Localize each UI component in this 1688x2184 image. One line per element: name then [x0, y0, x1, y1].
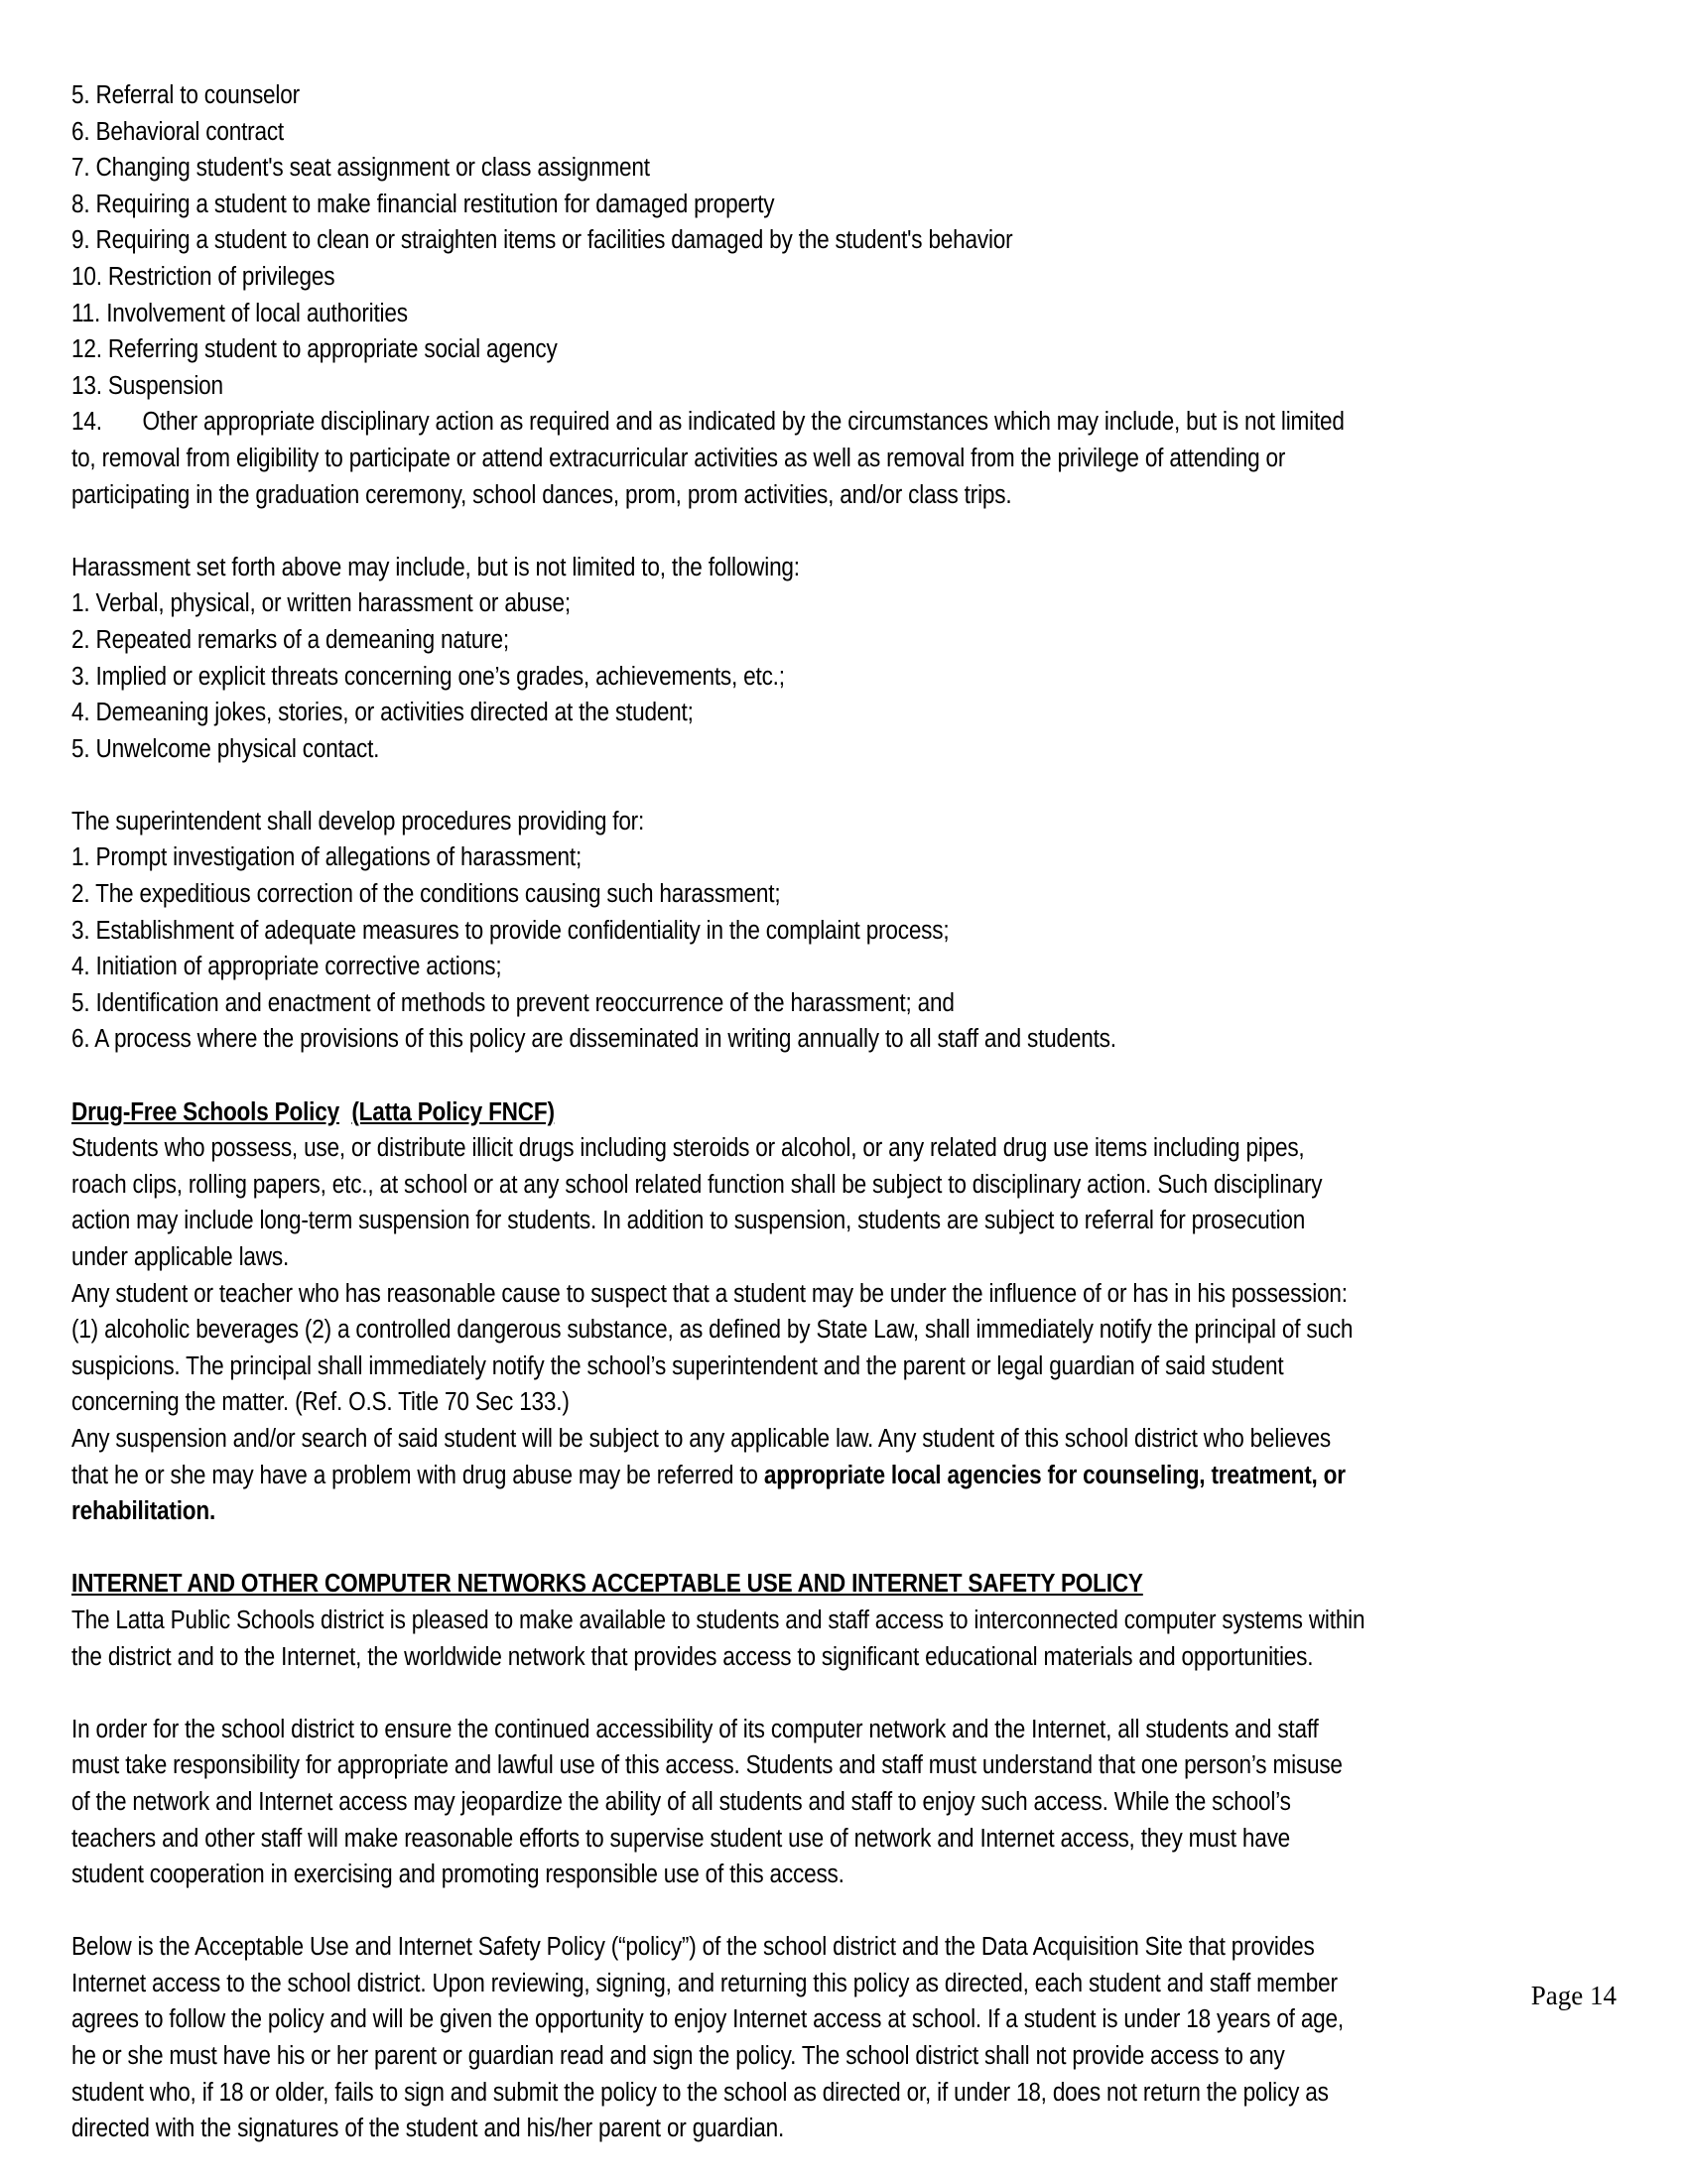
- referral-bold-text: appropriate local agencies for counseling, treatment, or: [763, 1461, 1346, 1489]
- item-14-number: 14.: [71, 408, 102, 437]
- item-14-paragraph: [71, 404, 1345, 513]
- list-item: 4. Demeaning jokes, stories, or activities directed at the student;: [71, 699, 694, 727]
- paragraph-line: the district and to the Internet, the worldwide network that provides access to significant educational materials and opportunities.: [71, 1642, 1314, 1671]
- list-item: 1. Prompt investigation of allegations of harassment;: [71, 843, 583, 872]
- paragraph-line: Internet access to the school district. Upon reviewing, signing, and returning this policy as directed, each student and staff member: [71, 1969, 1338, 1997]
- list-item: 6. Behavioral contract: [71, 117, 284, 146]
- paragraph-line: The Latta Public Schools district is pleased to make available to students and staff access to interconnected computer systems within: [71, 1606, 1365, 1634]
- drug-free-schools-heading: [71, 1094, 1198, 1131]
- paragraph-line: Any suspension and/or search of said student will be subject to any applicable law. Any student of this school district who believes: [71, 1424, 1331, 1453]
- paragraph-line: of the network and Internet access may jeopardize the ability of all students and staff to enjoy such access. While the school’s: [71, 1787, 1291, 1816]
- item-14-line-3: participating in the graduation ceremony, school dances, prom, prom activities, and/or class trips.: [71, 480, 1012, 509]
- paragraph-line: suspicions. The principal shall immediately notify the school’s superintendent and the parent or legal guardian of said student: [71, 1351, 1284, 1380]
- paragraph-line: Students who possess, use, or distribute illicit drugs including steroids or alcohol, or any related drug use items including pipes,: [71, 1134, 1305, 1163]
- superintendent-procedures-list: [71, 804, 1198, 1058]
- paragraph-line: must take responsibility for appropriate and lawful use of this access. Students and staff must understand that one person’s misuse: [71, 1751, 1343, 1780]
- paragraph-line: (1) alcoholic beverages (2) a controlled dangerous substance, as defined by State Law, shall immediately notify the principal of such: [71, 1316, 1354, 1345]
- list-item: 8. Requiring a student to make financial restitution for damaged property: [71, 190, 775, 218]
- paragraph-line: Any student or teacher who has reasonable cause to suspect that a student may be under the influence of or has in his possession:: [71, 1279, 1348, 1308]
- list-item: 3. Establishment of adequate measures to provide confidentiality in the complaint process;: [71, 916, 950, 945]
- document-body: [71, 77, 1365, 2147]
- paragraph-line: Below is the Acceptable Use and Internet Safety Policy (“policy”) of the school district and the Data Acquisition Site that provides: [71, 1933, 1315, 1962]
- internet-policy-heading: INTERNET AND OTHER COMPUTER NETWORKS ACCEPTABLE USE AND INTERNET SAFETY POLICY: [71, 1570, 1143, 1599]
- internet-intro: [71, 1603, 1365, 1675]
- item-14-line-2: to, removal from eligibility to participate or attend extracurricular activities as well as removal from the privilege of attending or: [71, 444, 1286, 472]
- drug-free-referral: [71, 1421, 1346, 1530]
- spacer: [71, 1530, 1198, 1567]
- paragraph-line: directed with the signatures of the student and his/her parent or guardian.: [71, 2115, 785, 2143]
- paragraph-line: In order for the school district to ensure the continued accessibility of its computer network and the Internet, all students and staff: [71, 1715, 1319, 1743]
- spacer: [71, 1893, 1198, 1930]
- list-item: 5. Identification and enactment of methods to prevent reoccurrence of the harassment; and: [71, 988, 955, 1017]
- spacer: [71, 1675, 1198, 1712]
- paragraph-line: under applicable laws.: [71, 1243, 290, 1271]
- spacer: [71, 1058, 1198, 1094]
- spacer: [71, 513, 1198, 550]
- paragraph-line: [71, 1493, 1198, 1530]
- paragraph-line: student cooperation in exercising and promoting responsible use of this access.: [71, 1861, 844, 1889]
- drug-free-heading-title: Drug-Free Schools Policy: [71, 1097, 339, 1126]
- spacer: [71, 767, 1198, 804]
- paragraph-line: action may include long-term suspension for students. In addition to suspension, students are subject to referral for prosecution: [71, 1207, 1306, 1235]
- referral-plain-text: that he or she may have a problem with drug abuse may be referred to: [71, 1461, 764, 1489]
- list-item: 7. Changing student's seat assignment or class assignment: [71, 154, 650, 183]
- paragraph-line: concerning the matter. (Ref. O.S. Title 70 Sec 133.): [71, 1388, 570, 1417]
- list-item: 4. Initiation of appropriate corrective actions;: [71, 953, 502, 981]
- list-item: 10. Restriction of privileges: [71, 262, 335, 291]
- paragraph-line: teachers and other staff will make reasonable efforts to supervise student use of network and Internet access, they must have: [71, 1824, 1291, 1853]
- list-item: 13. Suspension: [71, 371, 223, 400]
- paragraph-line: he or she must have his or her parent or guardian read and sign the policy. The school district shall not provide access to any: [71, 2042, 1285, 2071]
- internet-responsibility: [71, 1712, 1343, 1893]
- drug-free-heading-reference: (Latta Policy FNCF): [351, 1097, 555, 1126]
- paragraph-line: [71, 1458, 1346, 1494]
- list-item: 6. A process where the provisions of this policy are disseminated in writing annually to all staff and students.: [71, 1025, 1116, 1054]
- list-item: 1. Verbal, physical, or written harassment or abuse;: [71, 589, 571, 618]
- paragraph-line: student who, if 18 or older, fails to sign and submit the policy to the school as directed or, if under 18, does not return the policy as: [71, 2078, 1329, 2107]
- internet-acceptable-use: [71, 1929, 1344, 2147]
- harassment-intro: Harassment set forth above may include, but is not limited to, the following:: [71, 553, 800, 581]
- disciplinary-actions-list: [71, 77, 1198, 404]
- superintendent-intro: The superintendent shall develop procedures providing for:: [71, 807, 645, 835]
- item-14-line-1: Other appropriate disciplinary action as required and as indicated by the circumstances which may include, but is not limited: [142, 408, 1345, 437]
- list-item: 12. Referring student to appropriate social agency: [71, 335, 558, 364]
- list-item: 2. Repeated remarks of a demeaning nature;: [71, 625, 509, 654]
- paragraph-line: agrees to follow the policy and will be given the opportunity to enjoy Internet access at school. If a student is under 18 years of age,: [71, 2005, 1344, 2034]
- list-item: 5. Referral to counselor: [71, 81, 300, 109]
- list-item: [71, 404, 1345, 441]
- paragraph-line: roach clips, rolling papers, etc., at school or at any school related function shall be subject to disciplinary action. Such disciplinary: [71, 1170, 1323, 1199]
- harassment-list: [71, 550, 1198, 768]
- list-item: 11. Involvement of local authorities: [71, 299, 408, 327]
- drug-free-body: [71, 1130, 1354, 1421]
- list-item: 3. Implied or explicit threats concerning one’s grades, achievements, etc.;: [71, 662, 785, 691]
- page-number-footer: Page 14: [1530, 1981, 1617, 2010]
- list-item: 9. Requiring a student to clean or straighten items or facilities damaged by the student's behavior: [71, 226, 1013, 255]
- list-item: 5. Unwelcome physical contact.: [71, 734, 380, 763]
- referral-bold-continuation: rehabilitation.: [71, 1497, 216, 1526]
- list-item: 2. The expeditious correction of the conditions causing such harassment;: [71, 880, 781, 909]
